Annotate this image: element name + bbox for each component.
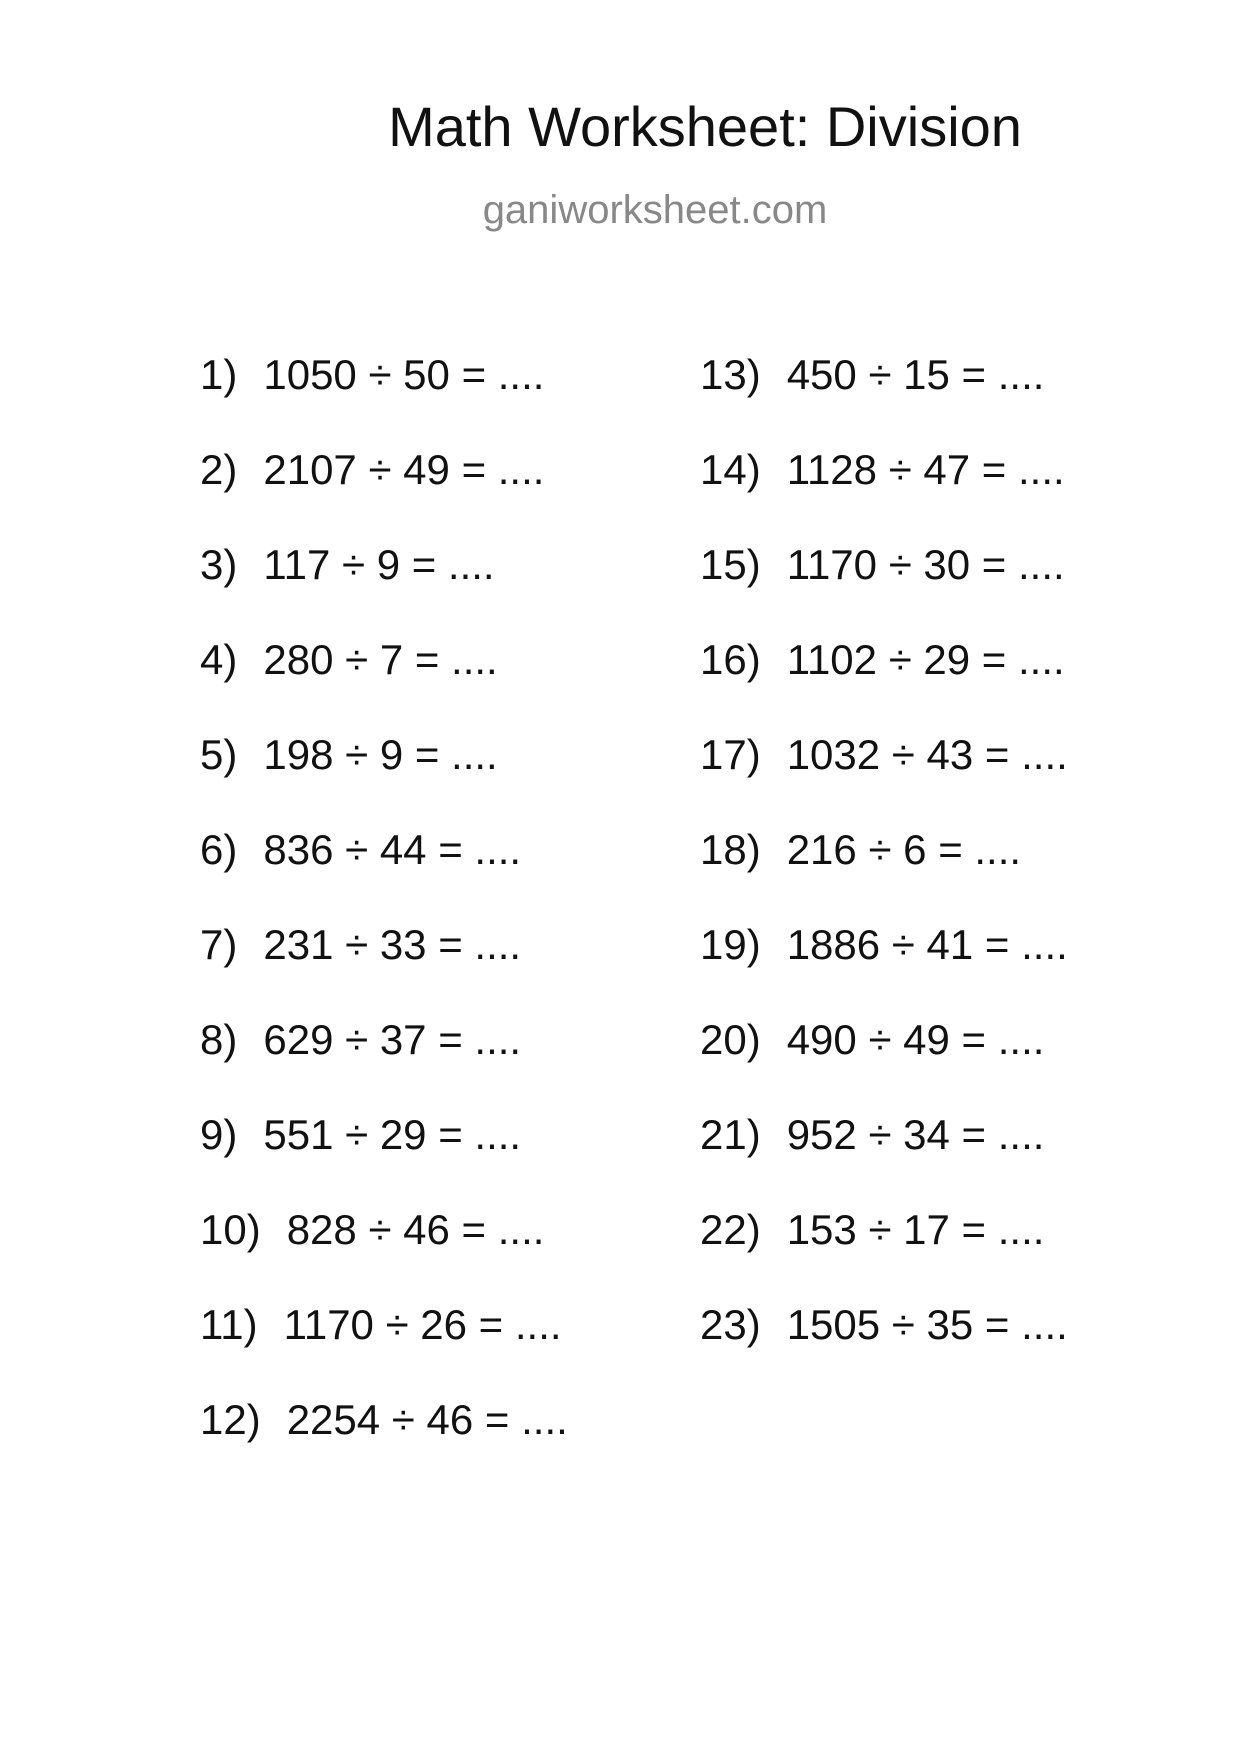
- problem-number: 4): [200, 636, 238, 683]
- problem-number: 3): [200, 541, 238, 588]
- page-title: Math Worksheet: Division: [388, 95, 1022, 158]
- problem-expression: 1128 ÷ 47 = ....: [786, 446, 1065, 493]
- problem-item: [200, 920, 640, 1015]
- problem-number: 13): [700, 351, 761, 398]
- problem-expression: 1170 ÷ 30 = ....: [786, 541, 1065, 588]
- problem-number: 16): [700, 636, 761, 683]
- problem-item: [700, 1300, 1140, 1395]
- problem-expression: 231 ÷ 33 = ....: [263, 921, 522, 968]
- problem-number: 7): [200, 921, 238, 968]
- problem-expression: 952 ÷ 34 = ....: [786, 1111, 1045, 1158]
- problem-item: [200, 350, 640, 445]
- problem-list-right: [700, 350, 1140, 1395]
- problem-expression: 490 ÷ 49 = ....: [786, 1016, 1045, 1063]
- problem-number: 9): [200, 1111, 238, 1158]
- problem-expression: 117 ÷ 9 = ....: [263, 541, 495, 588]
- problem-item: [700, 350, 1140, 445]
- problem-number: 5): [200, 731, 238, 778]
- problem-item: [700, 540, 1140, 635]
- problem-item: [700, 635, 1140, 730]
- problem-item: [200, 445, 640, 540]
- problem-item: [200, 635, 640, 730]
- problem-expression: 2107 ÷ 49 = ....: [263, 446, 545, 493]
- problem-expression: 2254 ÷ 46 = ....: [286, 1396, 568, 1443]
- problem-number: 19): [700, 921, 761, 968]
- problem-number: 20): [700, 1016, 761, 1063]
- problem-number: 22): [700, 1206, 761, 1253]
- problem-number: 12): [200, 1396, 261, 1443]
- problem-expression: 1170 ÷ 26 = ....: [283, 1301, 562, 1348]
- problem-item: [200, 1395, 640, 1490]
- problem-item: [700, 920, 1140, 1015]
- problem-number: 17): [700, 731, 761, 778]
- problem-list-left: [200, 350, 640, 1490]
- problem-number: 21): [700, 1111, 761, 1158]
- problem-number: 15): [700, 541, 761, 588]
- problem-number: 6): [200, 826, 238, 873]
- problem-item: [700, 1205, 1140, 1300]
- problem-expression: 280 ÷ 7 = ....: [263, 636, 498, 683]
- problem-item: [200, 540, 640, 635]
- problem-expression: 450 ÷ 15 = ....: [786, 351, 1045, 398]
- problem-expression: 836 ÷ 44 = ....: [263, 826, 522, 873]
- problem-item: [200, 1205, 640, 1300]
- problem-number: 14): [700, 446, 761, 493]
- problem-number: 23): [700, 1301, 761, 1348]
- problem-item: [200, 1300, 640, 1395]
- problem-expression: 216 ÷ 6 = ....: [786, 826, 1022, 873]
- problem-number: 11): [200, 1301, 258, 1348]
- problem-item: [200, 825, 640, 920]
- problem-expression: 1050 ÷ 50 = ....: [263, 351, 545, 398]
- problem-item: [700, 1015, 1140, 1110]
- problem-item: [700, 730, 1140, 825]
- problem-expression: 828 ÷ 46 = ....: [286, 1206, 545, 1253]
- problem-item: [200, 730, 640, 825]
- problem-expression: 629 ÷ 37 = ....: [263, 1016, 522, 1063]
- problem-expression: 198 ÷ 9 = ....: [263, 731, 498, 778]
- problem-expression: 1032 ÷ 43 = ....: [786, 731, 1068, 778]
- problem-expression: 1102 ÷ 29 = ....: [786, 636, 1065, 683]
- source-website: ganiworksheet.com: [482, 188, 828, 232]
- problem-number: 8): [200, 1016, 238, 1063]
- problem-expression: 1505 ÷ 35 = ....: [786, 1301, 1068, 1348]
- problem-expression: 551 ÷ 29 = ....: [263, 1111, 522, 1158]
- problem-number: 10): [200, 1206, 261, 1253]
- problem-item: [200, 1110, 640, 1205]
- problem-item: [700, 1110, 1140, 1205]
- problem-item: [700, 445, 1140, 540]
- problem-number: 18): [700, 826, 761, 873]
- problem-item: [200, 1015, 640, 1110]
- problem-number: 2): [200, 446, 238, 493]
- problem-expression: 1886 ÷ 41 = ....: [786, 921, 1068, 968]
- problem-expression: 153 ÷ 17 = ....: [786, 1206, 1045, 1253]
- problem-number: 1): [200, 351, 238, 398]
- problem-item: [700, 825, 1140, 920]
